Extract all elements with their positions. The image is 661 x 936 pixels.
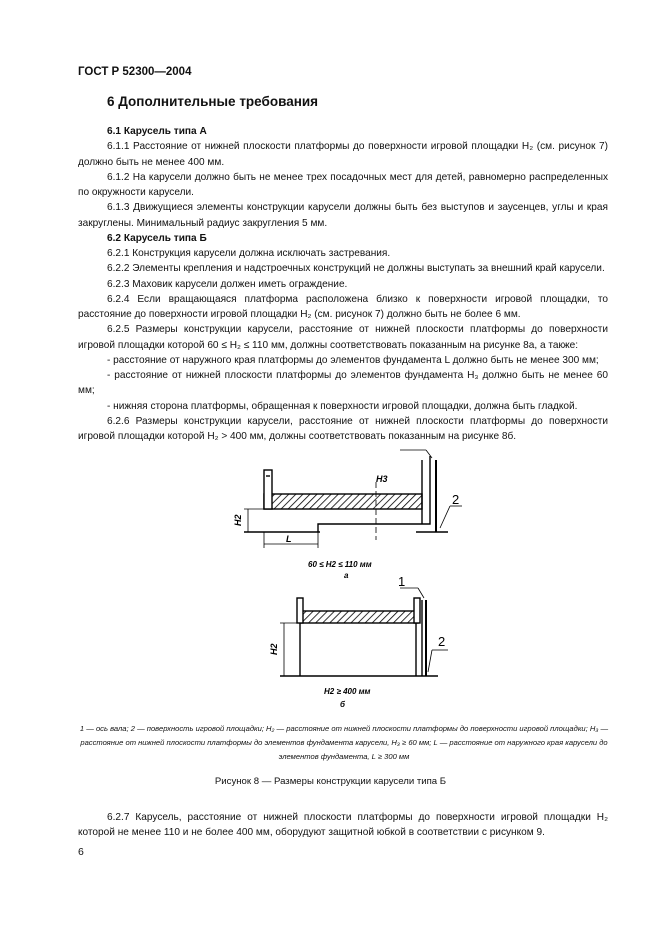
paragraph: 6.2.5 Размеры конструкции карусели, расстояние от нижней плоскости платформы до поверхности игровой площадки которой 60 ≤ H₂ ≤ 110 мм, должны соответствовать показанным на рисунке 8а, а также:: [78, 324, 608, 351]
body-text: [78, 124, 608, 444]
paragraph: 6.2.7 Карусель, расстояние от нижней плоскости платформы до поверхности игровой площадки H₂ которой не менее 110 и не более 400 мм, оборудуют защитной юбкой в соответствии с рисунком 9.: [78, 812, 608, 839]
figure-legend: 1 — ось вала; 2 — поверхность игровой площадки; H₂ — расстояние от нижней плоскости платформы до поверхности игровой площадки; H₃ — расстояние от нижней плоскости платформы до элементов фундамента карусели, H₃ ≥ 60 мм; L — расстояние от наружного края карусели до элементов фундамента, L ≥ 300 мм: [79, 724, 609, 761]
list-item: - расстояние от наружного края платформы до элементов фундамента L должно быть не менее 300 мм;: [107, 354, 599, 366]
platform-a: [264, 494, 422, 509]
page-number: 6: [78, 846, 84, 858]
document-header: ГОСТ Р 52300—2004: [78, 66, 192, 78]
label-1-b: 1: [398, 574, 406, 589]
l-label: L: [286, 534, 292, 544]
paragraph: 6.2.2 Элементы крепления и надстроечных конструкций не должны выступать за внешний край карусели.: [107, 263, 605, 275]
label-1-a: [406, 448, 413, 451]
paragraph: 6.2.4 Если вращающаяся платформа расположена близко к поверхности игровой площадки, то расстояние до поверхности игровой площадки H₂ (см. рисунок 7) должно быть не более 6 мм.: [78, 293, 608, 320]
h2-label-a: H2: [233, 514, 243, 526]
after-figure-text: [78, 810, 608, 841]
paragraph: 6.1.2 На карусели должно быть не менее трех посадочных мест для детей, равномерно распределенных по окружности карусели.: [78, 171, 608, 198]
drawing-b: [280, 588, 448, 676]
drawing-a: [244, 450, 462, 548]
list-item: - расстояние от нижней плоскости платформы до элементов фундамента H₃ должно быть не менее 60 мм;: [78, 370, 608, 397]
h3-label: H3: [376, 474, 388, 484]
list-item: - нижняя сторона платформы, обращенная к поверхности игровой площадки, должна быть гладкой.: [107, 400, 578, 412]
subfigure-b-label: б: [340, 700, 345, 709]
h2-label-b: H2: [269, 643, 279, 655]
paragraph: 6.1.1 Расстояние от нижней плоскости платформы до поверхности игровой площадки H₂ (см. рисунок 7) должно быть не менее 400 мм.: [78, 141, 608, 168]
section-title: 6 Дополнительные требования: [107, 94, 319, 109]
paragraph: 6.2.6 Размеры конструкции карусели, расстояние от нижней плоскости платформы до поверхности игровой площадки которой H₂ > 400 мм, должны соответствовать показанным на рисунке 8б.: [78, 415, 608, 442]
subfigure-a-label: а: [344, 571, 349, 580]
carousel-drawing: [200, 448, 480, 718]
label-2-a: 2: [452, 492, 460, 507]
paragraph: 6.2.1 Конструкция карусели должна исключать застревания.: [107, 248, 391, 259]
condition-b: H2 ≥ 400 мм: [324, 687, 371, 696]
paragraph: 6.1.3 Движущиеся элементы конструкции карусели должны быть без выступов и заусенцев, углы и края закруглены. Минимальный радиус закругления 5 мм.: [78, 202, 608, 229]
figure-caption: Рисунок 8 — Размеры конструкции карусели типа Б: [214, 776, 447, 787]
subsection-heading: 6.1 Карусель типа А: [107, 126, 207, 137]
condition-a: 60 ≤ H2 ≤ 110 мм: [308, 560, 372, 569]
label-2-b: 2: [438, 634, 446, 649]
figure-8: [200, 448, 480, 723]
paragraph: 6.2.3 Маховик карусели должен иметь ограждение.: [107, 278, 348, 290]
platform-b: [300, 611, 418, 623]
subsection-heading: 6.2 Карусель типа Б: [107, 232, 207, 244]
